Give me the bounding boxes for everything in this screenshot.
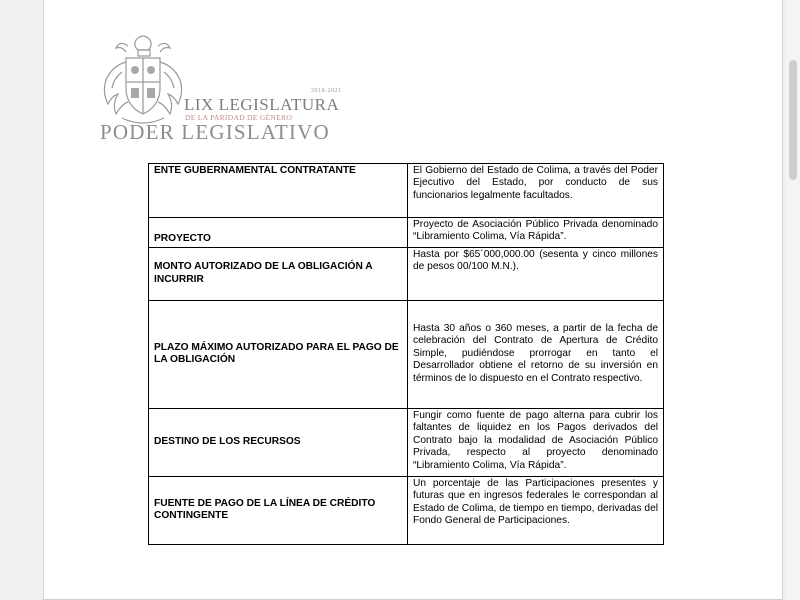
row-label: ENTE GUBERNAMENTAL CONTRATANTE	[149, 164, 408, 218]
table-row	[149, 301, 664, 409]
table-row	[149, 218, 664, 248]
row-label: MONTO AUTORIZADO DE LA OBLIGACIÓN A INCURRIR	[149, 248, 408, 301]
row-value: Un porcentaje de las Participaciones presentes y futuras que en ingresos federales le correspondan al Estado de Colima, de tiempo en tiempo, derivadas del Fondo General de Participaciones.	[408, 477, 664, 545]
row-value: Fungir como fuente de pago alterna para cubrir los faltantes de liquidez en los Pagos derivados del Contrato bajo la modalidad de Asociación Público Privada, respecto al proyecto denominado “Libramiento Colima, Vía Rápida”.	[408, 409, 664, 477]
legislature-years: 2018-2021	[311, 88, 342, 94]
legislature-name: LIX LEGISLATURA	[184, 95, 340, 114]
table-row	[149, 164, 664, 218]
row-label: DESTINO DE LOS RECURSOS	[149, 409, 408, 477]
colima-coat-of-arms-logo	[98, 32, 188, 132]
document-page	[43, 0, 783, 600]
legislature-tagline: DE LA PARIDAD DE GÉNERO	[185, 113, 293, 122]
table-row	[149, 409, 664, 477]
row-label: FUENTE DE PAGO DE LA LÍNEA DE CRÉDITO CONTINGENTE	[149, 477, 408, 545]
poder-legislativo-title: PODER LEGISLATIVO	[100, 120, 330, 144]
row-value: Proyecto de Asociación Público Privada denominado “Libramiento Colima, Vía Rápida”.	[408, 218, 664, 248]
row-label: PROYECTO	[149, 218, 408, 248]
row-value: El Gobierno del Estado de Colima, a través del Poder Ejecutivo del Estado, por conducto de sus funcionarios legalmente facultados.	[408, 164, 664, 218]
table-row	[149, 248, 664, 301]
table-row	[149, 477, 664, 545]
scrollbar-thumb[interactable]	[789, 60, 797, 180]
row-value: Hasta por $65´000,000.00 (sesenta y cinco millones de pesos 00/100 M.N.).	[408, 248, 664, 301]
row-label: PLAZO MÁXIMO AUTORIZADO PARA EL PAGO DE LA OBLIGACIÓN	[149, 301, 408, 409]
vertical-scrollbar[interactable]	[786, 0, 800, 600]
row-value: Hasta 30 años o 360 meses, a partir de la fecha de celebración del Contrato de Apertura de Crédito Simple, pudiéndose prorrogar en tanto el Desarrollador obtiene el retorno de su inversión en términos de lo dispuesto en el Contrato respectivo.	[408, 301, 664, 409]
obligation-table	[148, 163, 664, 545]
